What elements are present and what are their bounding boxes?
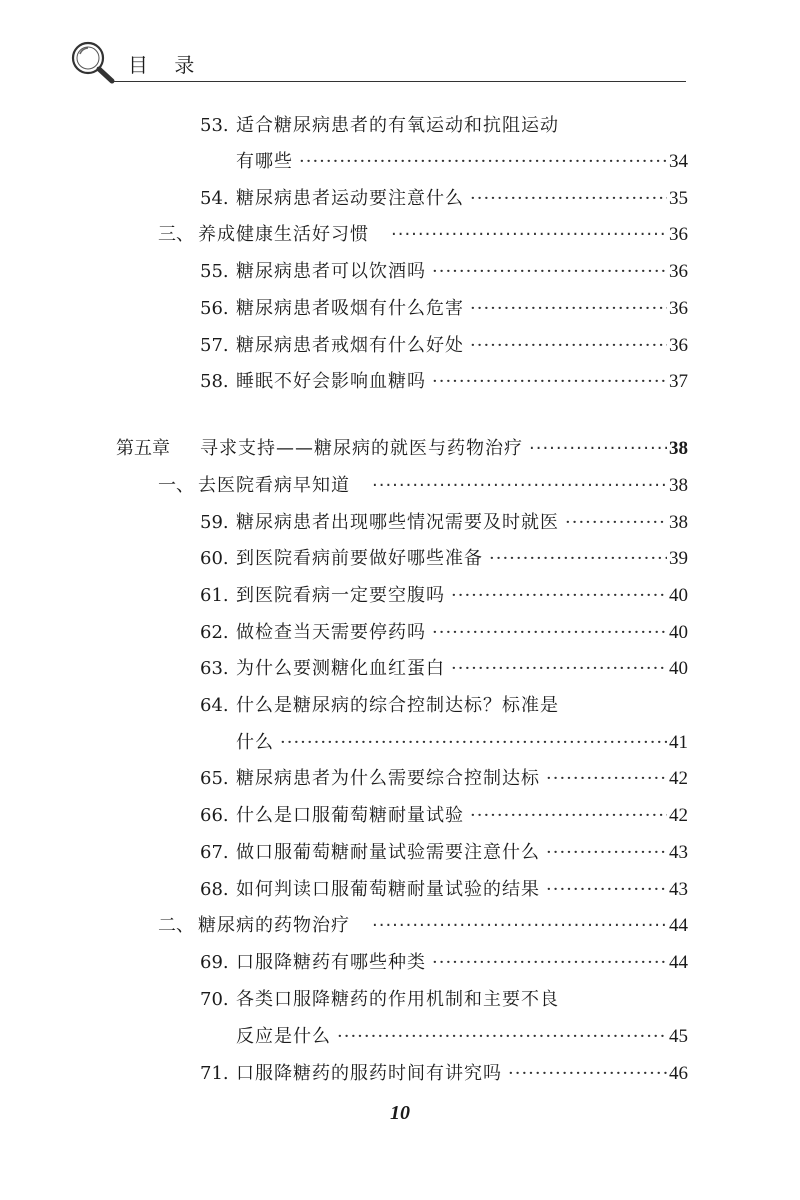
- entry-number: 68.: [200, 879, 229, 900]
- toc-entry: [200, 583, 688, 609]
- leader-dots: [508, 1061, 667, 1087]
- toc-entry: [200, 296, 688, 322]
- entry-number: 62.: [200, 622, 229, 643]
- entry-title: 到医院看病前要做好哪些准备: [236, 548, 483, 569]
- entry-page: 40: [669, 658, 688, 679]
- entry-title: 有哪些: [236, 151, 293, 172]
- entry-page: 42: [669, 768, 688, 789]
- section-title: 去医院看病早知道: [198, 475, 350, 496]
- entry-page: 43: [669, 879, 688, 900]
- toc-entry: [200, 693, 688, 719]
- leader-dots: [565, 510, 667, 536]
- entry-number: 54.: [200, 188, 229, 209]
- entry-number: 55.: [200, 261, 229, 282]
- toc-entry: [236, 730, 688, 756]
- toc-entry: [200, 950, 688, 976]
- entry-number: 58.: [200, 371, 229, 392]
- toc-entry: [200, 510, 688, 536]
- entry-number: 66.: [200, 805, 229, 826]
- entry-title: 口服降糖药的服药时间有讲究吗: [236, 1063, 502, 1084]
- toc-entry: [200, 620, 688, 646]
- chapter-number: 第五章: [116, 438, 170, 459]
- entry-page: 36: [669, 298, 688, 319]
- running-header: [68, 38, 686, 84]
- entry-number: 53.: [200, 115, 229, 136]
- entry-title: 糖尿病患者戒烟有什么好处: [236, 335, 464, 356]
- entry-number: 59.: [200, 512, 229, 533]
- entry-page: 44: [669, 915, 688, 936]
- entry-title: 做口服葡萄糖耐量试验需要注意什么: [236, 842, 540, 863]
- leader-dots: [529, 436, 667, 462]
- entry-page: 36: [669, 335, 688, 356]
- entry-title: 为什么要测糖化血红蛋白: [236, 658, 445, 679]
- entry-title: 口服降糖药有哪些种类: [236, 952, 426, 973]
- toc-chapter: [116, 436, 688, 462]
- entry-title: 糖尿病患者出现哪些情况需要及时就医: [236, 512, 559, 533]
- entry-title: 做检查当天需要停药吗: [236, 622, 426, 643]
- entry-title: 各类口服降糖药的作用机制和主要不良: [236, 989, 559, 1010]
- section-number: 三、: [158, 224, 194, 245]
- toc-entry: [200, 656, 688, 682]
- entry-page: 43: [669, 842, 688, 863]
- leader-dots: [546, 877, 667, 903]
- toc-entry: [200, 546, 688, 572]
- toc-entry: [200, 766, 688, 792]
- section-number: 二、: [158, 915, 194, 936]
- leader-dots: [432, 259, 667, 285]
- entry-page: 46: [669, 1063, 688, 1084]
- page-number: 10: [390, 1102, 410, 1124]
- entry-title: 糖尿病患者运动要注意什么: [236, 188, 464, 209]
- entry-number: 69.: [200, 952, 229, 973]
- entry-number: 64.: [200, 695, 229, 716]
- entry-number: 65.: [200, 768, 229, 789]
- entry-title: 糖尿病患者吸烟有什么危害: [236, 298, 464, 319]
- entry-page: 40: [669, 585, 688, 606]
- leader-dots: [546, 840, 667, 866]
- leader-dots: [470, 296, 667, 322]
- toc-entry: [200, 333, 688, 359]
- toc-section: [158, 473, 688, 499]
- entry-page: 38: [669, 512, 688, 533]
- chapter-title: 寻求支持——糖尿病的就医与药物治疗: [200, 438, 523, 459]
- toc-section: [158, 222, 688, 248]
- toc-entry: [200, 369, 688, 395]
- leader-dots: [470, 333, 667, 359]
- entry-page: 41: [669, 732, 688, 753]
- entry-number: 63.: [200, 658, 229, 679]
- entry-number: 56.: [200, 298, 229, 319]
- entry-title: 睡眠不好会影响血糖吗: [236, 371, 426, 392]
- entry-number: 61.: [200, 585, 229, 606]
- toc-entry: [200, 259, 688, 285]
- leader-dots: [432, 950, 667, 976]
- toc-entry: [200, 877, 688, 903]
- entry-title: 到医院看病一定要空腹吗: [236, 585, 445, 606]
- toc-entry: [236, 1024, 688, 1050]
- entry-title: 糖尿病患者可以饮酒吗: [236, 261, 426, 282]
- entry-number: 57.: [200, 335, 229, 356]
- leader-dots: [372, 913, 667, 939]
- entry-title: 什么是口服葡萄糖耐量试验: [236, 805, 464, 826]
- toc-entry: [200, 113, 688, 139]
- entry-page: 38: [669, 438, 688, 459]
- leader-dots: [299, 149, 667, 175]
- entry-number: 70.: [200, 989, 229, 1010]
- entry-title: 如何判读口服葡萄糖耐量试验的结果: [236, 879, 540, 900]
- header-rule: [112, 81, 686, 82]
- section-number: 一、: [158, 475, 194, 496]
- leader-dots: [451, 656, 667, 682]
- toc-entry: [200, 840, 688, 866]
- leader-dots: [432, 620, 667, 646]
- leader-dots: [470, 186, 667, 212]
- entry-number: 60.: [200, 548, 229, 569]
- entry-page: 39: [669, 548, 688, 569]
- leader-dots: [470, 803, 667, 829]
- leader-dots: [432, 369, 667, 395]
- entry-title: 什么是糖尿病的综合控制达标？标准是: [236, 695, 559, 716]
- entry-page: 37: [669, 371, 688, 392]
- leader-dots: [280, 730, 667, 756]
- entry-page: 45: [669, 1026, 688, 1047]
- magnifier-icon: [68, 38, 124, 84]
- entry-page: 34: [669, 151, 688, 172]
- section-title: 养成健康生活好习惯: [198, 224, 369, 245]
- toc-entry: [200, 987, 688, 1013]
- entry-page: 42: [669, 805, 688, 826]
- toc-entry: [200, 186, 688, 212]
- toc-section: [158, 913, 688, 939]
- leader-dots: [451, 583, 667, 609]
- entry-number: 71.: [200, 1063, 229, 1084]
- leader-dots: [372, 473, 667, 499]
- leader-dots: [337, 1024, 667, 1050]
- entry-page: 40: [669, 622, 688, 643]
- toc-entry: [200, 1061, 688, 1087]
- entry-page: 44: [669, 952, 688, 973]
- toc-entry: [200, 803, 688, 829]
- toc-entry: [236, 149, 688, 175]
- entry-title: 反应是什么: [236, 1026, 331, 1047]
- entry-page: 35: [669, 188, 688, 209]
- leader-dots: [489, 546, 667, 572]
- entry-page: 36: [669, 224, 688, 245]
- entry-title: 适合糖尿病患者的有氧运动和抗阻运动: [236, 115, 559, 136]
- header-title: 目 录: [128, 53, 205, 77]
- entry-number: 67.: [200, 842, 229, 863]
- section-title: 糖尿病的药物治疗: [198, 915, 350, 936]
- entry-title: 糖尿病患者为什么需要综合控制达标: [236, 768, 540, 789]
- leader-dots: [391, 222, 667, 248]
- entry-page: 38: [669, 475, 688, 496]
- entry-page: 36: [669, 261, 688, 282]
- leader-dots: [546, 766, 667, 792]
- entry-title: 什么: [236, 732, 274, 753]
